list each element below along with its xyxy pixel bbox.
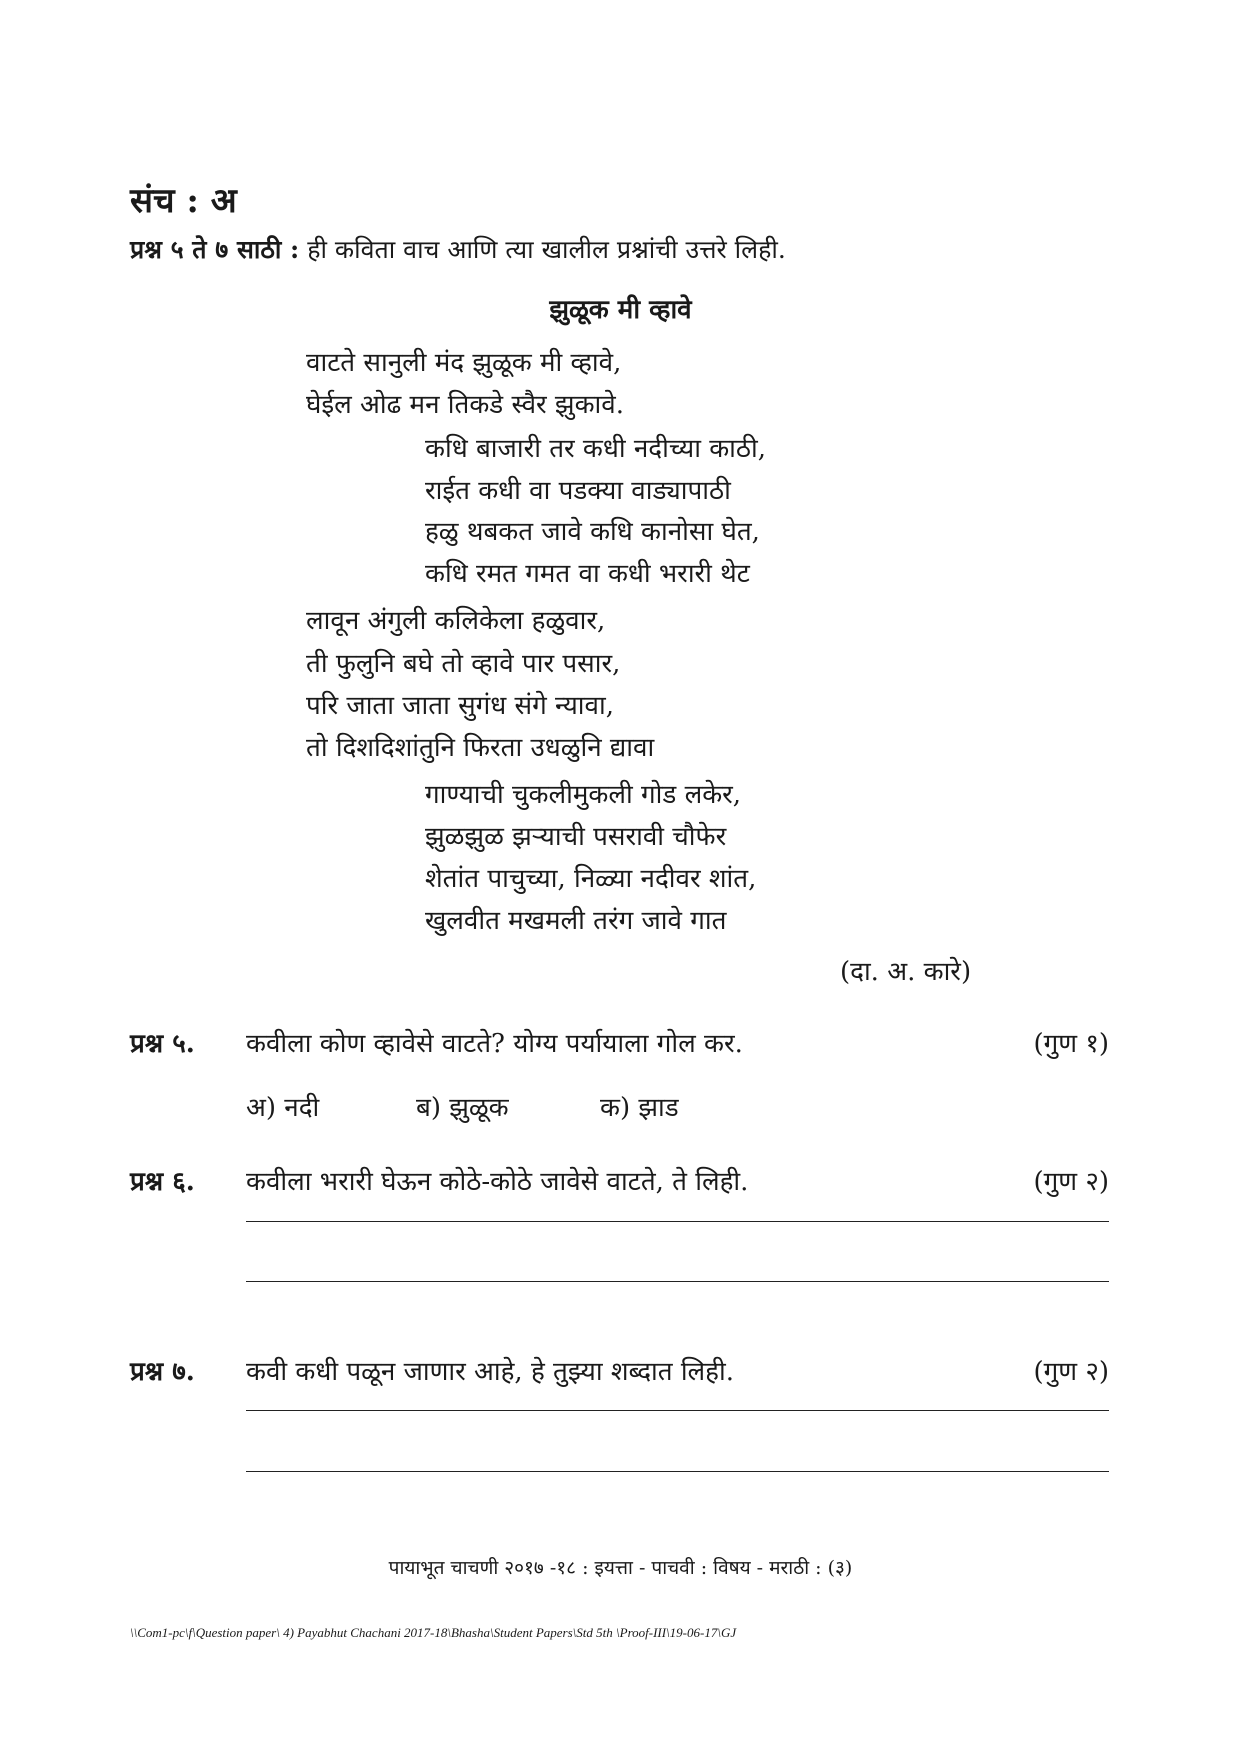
poem-line: गाण्याची चुकलीमुकली गोड लकेर, xyxy=(425,780,742,810)
question-text: कवीला भरारी घेऊन कोठे-कोठे जावेसे वाटते, ते लिही. xyxy=(246,1167,749,1197)
poem-line: शेतांत पाचुच्या, निळ्या नदीवर शांत, xyxy=(425,864,757,894)
answer-line[interactable] xyxy=(246,1471,1109,1472)
answer-line[interactable] xyxy=(246,1410,1109,1411)
option-a[interactable]: अ) नदी xyxy=(246,1093,320,1123)
option-b[interactable]: ब) झुळूक xyxy=(416,1093,509,1123)
question-marks: (गुण २) xyxy=(1033,1357,1109,1387)
question-label: प्रश्न ६. xyxy=(130,1167,195,1197)
set-title: संच : अ xyxy=(130,181,237,221)
poem-line: खुलवीत मखमली तरंग जावे गात xyxy=(425,906,727,936)
poem-line: परि जाता जाता सुगंध संगे न्यावा, xyxy=(306,691,614,721)
poem-line: कधि रमत गमत वा कधी भरारी थेट xyxy=(425,559,750,589)
page-footer: पायाभूत चाचणी २०१७ -१८ : इयत्ता - पाचवी : विषय - मराठी : (३) xyxy=(388,1557,853,1579)
poem-line: तो दिशदिशांतुनि फिरता उधळुनि द्यावा xyxy=(306,733,655,763)
instruction-text: ही कविता वाच आणि त्या खालील प्रश्नांची उत्तरे लिही. xyxy=(307,235,786,264)
poem-line: वाटते सानुली मंद झुळूक मी व्हावे, xyxy=(306,348,622,378)
poem-title: झुळूक मी व्हावे xyxy=(549,295,692,325)
question-marks: (गुण १) xyxy=(1033,1029,1109,1059)
option-c[interactable]: क) झाड xyxy=(600,1093,679,1123)
poem-line: झुळझुळ झऱ्याची पसरावी चौफेर xyxy=(425,822,727,852)
question-marks: (गुण २) xyxy=(1033,1167,1109,1197)
instruction-label: प्रश्न ५ ते ७ साठी : xyxy=(130,235,300,264)
poem-line: घेईल ओढ मन तिकडे स्वैर झुकावे. xyxy=(306,390,625,420)
question-label: प्रश्न ७. xyxy=(130,1357,195,1387)
question-text: कवी कधी पळून जाणार आहे, हे तुझ्या शब्दात लिही. xyxy=(246,1357,734,1387)
poem-author: (दा. अ. कारे) xyxy=(840,957,972,987)
poem-line: हळु थबकत जावे कधि कानोसा घेत, xyxy=(425,517,760,547)
poem-line: ती फुलुनि बघे तो व्हावे पार पसार, xyxy=(306,649,621,679)
poem-line: लावून अंगुली कलिकेला हळुवार, xyxy=(306,606,606,636)
poem-line: कधि बाजारी तर कधी नदीच्या काठी, xyxy=(425,434,767,464)
instruction xyxy=(130,232,786,266)
poem-line: राईत कधी वा पडक्या वाड्यापाठी xyxy=(425,476,731,506)
question-label: प्रश्न ५. xyxy=(130,1029,195,1059)
question-text: कवीला कोण व्हावेसे वाटते? योग्य पर्यायाला गोल कर. xyxy=(246,1029,743,1059)
file-path: \\Com1-pc\f\Question paper\ 4) Payabhut Chachani 2017-18\Bhasha\Student Papers\Std 5th \Proof-III\19-06-17\GJ xyxy=(130,1625,737,1640)
answer-line[interactable] xyxy=(246,1281,1109,1282)
answer-line[interactable] xyxy=(246,1221,1109,1222)
